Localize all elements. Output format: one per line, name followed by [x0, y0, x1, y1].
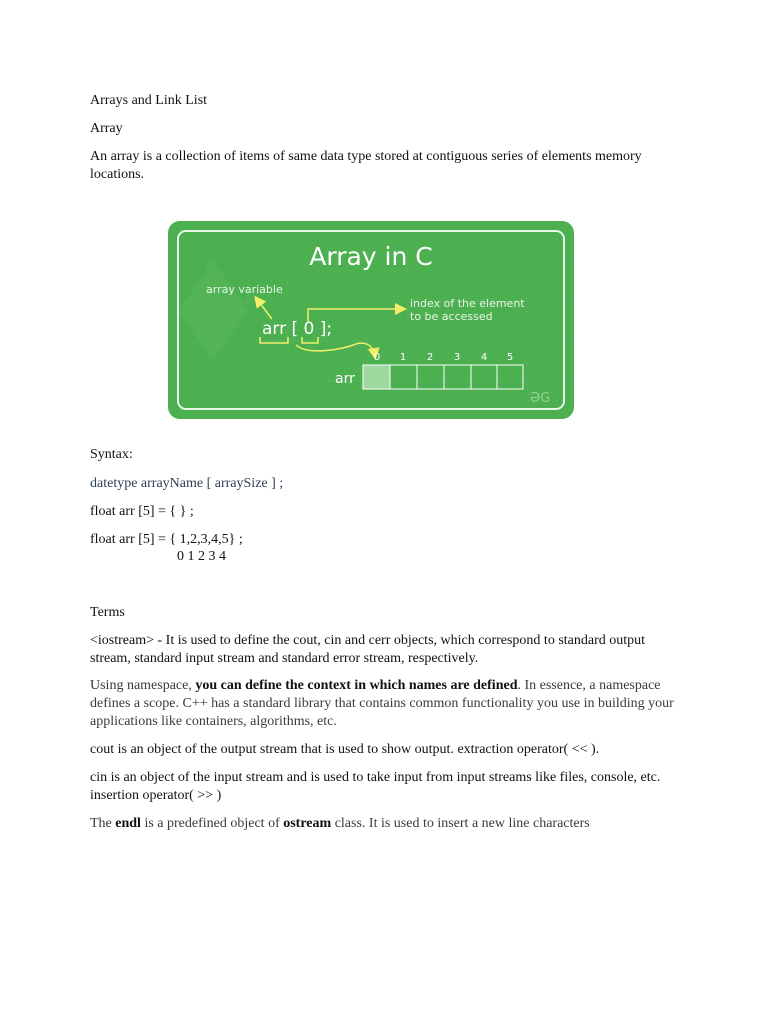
arr-label: arr [335, 371, 355, 387]
array-diagram [168, 221, 574, 419]
endl-part3: class. It is used to insert a new line characters [331, 816, 590, 831]
index-2: 2 [426, 352, 434, 363]
endl-paragraph [90, 815, 680, 833]
cin-paragraph: cin is an object of the input stream and is used to take input from input streams like files, console, etc. insertion operator( >> ) [90, 770, 661, 803]
index-label-line1: index of the element [410, 297, 525, 310]
endl-part2: is a predefined object of [140, 816, 284, 831]
index-4: 4 [480, 352, 488, 363]
terms-heading: Terms [90, 605, 125, 620]
index-0: 0 [373, 352, 381, 363]
syntax-indices: 0 1 2 3 4 [177, 549, 226, 564]
figure-heading: Array in C [309, 242, 433, 271]
section-heading-array: Array [90, 121, 123, 136]
syntax-example-values: float arr [5] = { 1,2,3,4,5} ; [90, 532, 243, 547]
array-variable-label: array variable [206, 283, 283, 296]
index-1: 1 [399, 352, 407, 363]
array-cell-0 [363, 365, 390, 389]
geeks-logo: ƏG [530, 391, 551, 406]
endl-part1: The [90, 816, 116, 831]
array-definition: An array is a collection of items of same data type stored at contiguous series of elements memory locations. [90, 149, 642, 182]
endl-bold: endl [115, 816, 141, 831]
namespace-part1: Using namespace, [90, 678, 196, 693]
doc-title: Arrays and Link List [90, 93, 208, 108]
iostream-paragraph: <iostream> - It is used to define the cout, cin and cerr objects, which correspond to standard output stream, standard input stream and standard error stream, respectively. [90, 633, 646, 666]
index-3: 3 [453, 352, 461, 363]
cout-paragraph: cout is an object of the output stream that is used to show output. extraction operator( << ). [90, 742, 600, 757]
index-5: 5 [506, 352, 514, 363]
index-label-line2: to be accessed [410, 310, 493, 323]
syntax-heading: Syntax: [90, 447, 133, 462]
syntax-example-empty: float arr [5] = { } ; [90, 504, 194, 519]
namespace-part2: . In essence, a namespace defines a scope. C++ has a standard library that contains common functionality you use in building your applications like containers, algorithms, etc. [90, 678, 674, 729]
array-in-c-figure [168, 221, 574, 419]
syntax-declaration: datetype arrayName [ arraySize ] ; [90, 476, 284, 491]
ostream-bold: ostream [283, 816, 332, 831]
namespace-paragraph [90, 677, 680, 731]
array-expression: arr [ 0 ]; [262, 319, 333, 339]
namespace-bold: you can define the context in which names are defined [195, 678, 518, 693]
